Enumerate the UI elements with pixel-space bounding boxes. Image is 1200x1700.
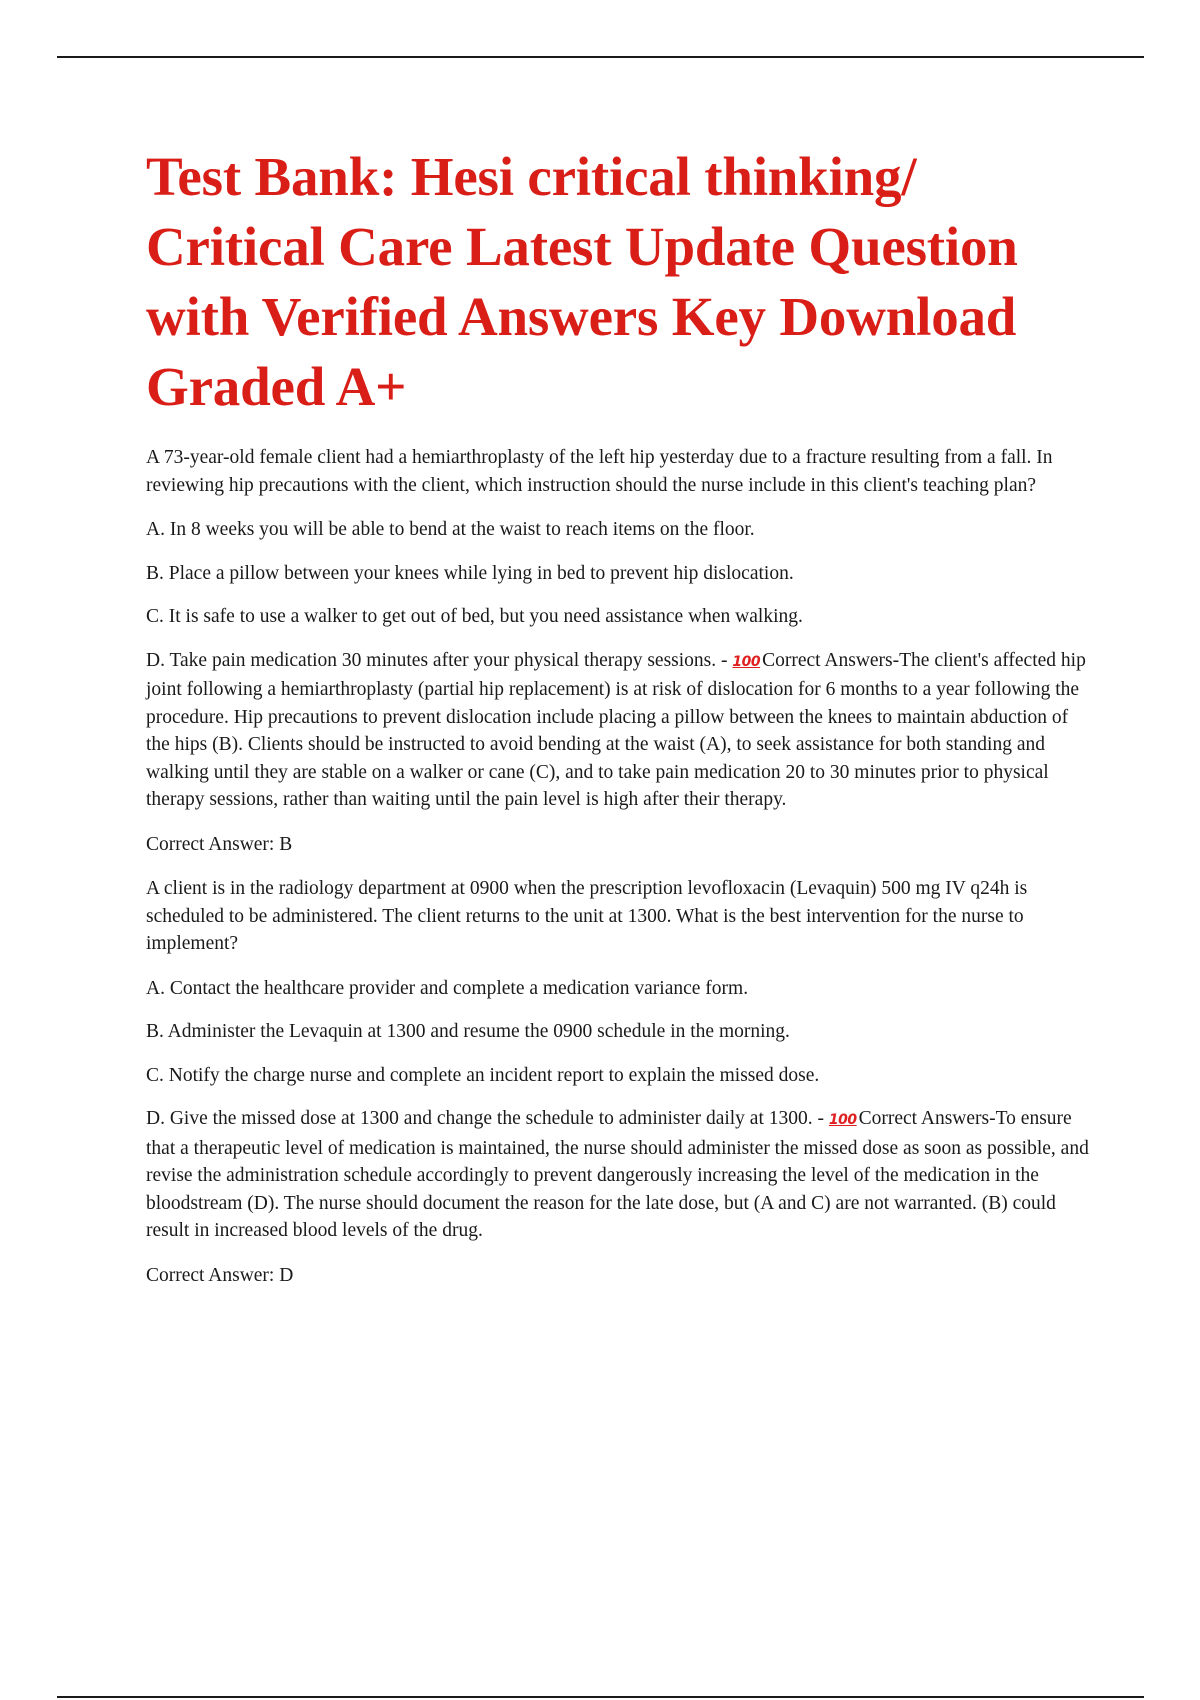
question-2-correct-answer: Correct Answer: D bbox=[146, 1264, 294, 1286]
question-1-option-d-with-rationale bbox=[146, 647, 1096, 814]
question-2-stem: A client is in the radiology department at 0900 when the prescription levofloxacin (Levaquin) 500 mg IV q24h is scheduled to be administered. The client returns to the unit at 1300. What is the best intervention for the nurse to implement? bbox=[146, 878, 1028, 954]
question-2-option-c: C. Notify the charge nurse and complete an incident report to explain the missed dose. bbox=[146, 1064, 820, 1086]
hundred-points-icon: 100 bbox=[828, 1112, 857, 1128]
question-1-rationale: Correct Answers-The client's affected hip joint following a hemiarthroplasty (partial hip replacement) is at risk of dislocation for 6 months to a year following the procedure. Hip precautions to prevent dislocation include placing a pillow between the knees to maintain abduction of the hips (B). Clients should be instructed to avoid bending at the waist (A), to seek assistance for both standing and walking until they are stable on a walker or cane (C), and to take pain medication 20 to 30 minutes prior to physical therapy sessions, rather than waiting until the pain level is high after their therapy. bbox=[146, 649, 1086, 810]
question-1-option-d: D. Take pain medication 30 minutes after your physical therapy sessions. - bbox=[146, 649, 728, 671]
question-1-correct-answer: Correct Answer: B bbox=[146, 833, 293, 855]
question-2-option-b: B. Administer the Levaquin at 1300 and resume the 0900 schedule in the morning. bbox=[146, 1021, 790, 1042]
question-2-option-d-with-rationale bbox=[146, 1105, 1096, 1245]
question-1-option-c: C. It is safe to use a walker to get out of bed, but you need assistance when walking. bbox=[146, 606, 803, 627]
hundred-points-icon: 100 bbox=[732, 653, 761, 670]
top-rule bbox=[57, 56, 1144, 58]
question-1-option-a: A. In 8 weeks you will be able to bend at the waist to reach items on the floor. bbox=[146, 519, 755, 540]
document-body bbox=[146, 142, 1096, 1306]
question-1-stem: A 73-year-old female client had a hemiarthroplasty of the left hip yesterday due to a fracture resulting from a fall. In reviewing hip precautions with the client, which instruction should the nurse include in this client's teaching plan? bbox=[146, 447, 1053, 496]
bottom-rule bbox=[57, 1696, 1144, 1698]
question-2-option-d: D. Give the missed dose at 1300 and change the schedule to administer daily at 1300. - bbox=[146, 1108, 824, 1129]
document-title: Test Bank: Hesi critical thinking/ Critical Care Latest Update Question with Verified Answers Key Download Graded A+ bbox=[146, 146, 1018, 417]
question-2-rationale: Correct Answers-To ensure that a therapeutic level of medication is maintained, the nurse should administer the missed dose as soon as possible, and revise the administration schedule accordingly to prevent dangerously increasing the level of the medication in the bloodstream (D). The nurse should document the reason for the late dose, but (A and C) are not warranted. (B) could result in increased blood levels of the drug. bbox=[146, 1108, 1089, 1241]
question-2-option-a: A. Contact the healthcare provider and complete a medication variance form. bbox=[146, 977, 749, 999]
question-1-option-b: B. Place a pillow between your knees while lying in bed to prevent hip dislocation. bbox=[146, 562, 794, 584]
